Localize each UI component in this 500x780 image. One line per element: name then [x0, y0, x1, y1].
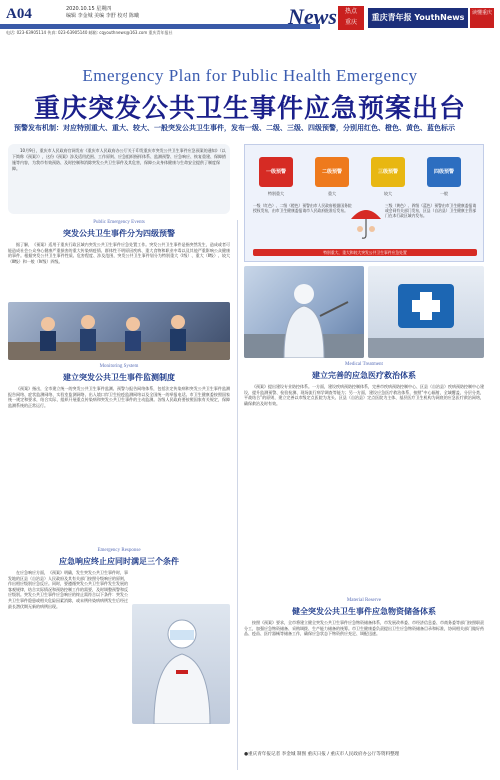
- section5-english: Material Reserve: [346, 598, 382, 603]
- footer-credit: ●重庆青年报记者 李金城 制图 重庆日报 / 重庆市人民政府办公厅等资料整理: [244, 752, 400, 757]
- level2-label: 重大: [328, 191, 336, 196]
- page-header: [0, 0, 500, 62]
- intro-text: 10月9日，重庆市人民政府官网发布《重庆市人民政府办公厅关于印发重庆市突发公共卫生事件应急预案的通知》（以下简称《预案》），这份《预案》涉及适用范围、工作原则、应急组织指挥体系、监测预警、应急响应、恢复重建、保障措施等内容，为我市有效预防、及时控制和消除突发公共卫生事件及其危害，保障公众身体健康与生命安全提供了制度保障。: [12, 148, 226, 171]
- section4-heading: 建立完善的应急医疗救治体系: [312, 370, 416, 380]
- section4-body: 《预案》提出建设专业防控体系。一方面，建设疾病预防控制体系，完善市疾病预防控制中心、区县（自治县）疾病预防控制中心建设，提升监测预警、检验检测、现场流行病学调查等能力；另一方面，建设应急医疗救治体系，按照“中心辐射，全域覆盖，分层分类，平战结合”的原则，建立完善以市级定点医院为龙头、区县（自治县）定点医院为主体、基层医疗卫生机构为网底的应急医疗救治网络，确保救治及时有效。: [244, 384, 484, 406]
- umbrella-icon: [349, 201, 383, 241]
- officials-photo-art: [8, 302, 230, 360]
- editors-line: 编辑 李金城 美编 李舒 校对 陈曦: [66, 13, 139, 19]
- panel-banner: 特别重大、重大和较大突发公共卫生事件应急处置: [253, 249, 477, 256]
- contact-line: 电话: 023-63905114 传真: 023-63905140 邮箱: cqyouthnews@163.com 重庆青年报社: [6, 30, 173, 35]
- section-badge-bottom: 重庆: [344, 19, 357, 26]
- level4-label: 一般: [440, 191, 448, 196]
- section2-heading: 建立突发公共卫生事件监测制度: [63, 372, 175, 382]
- level3-label: 较大: [384, 191, 392, 196]
- panel-text-left: 一级（红色）、二级（橙色）预警由市人民政府根据国务院授权发布，由市卫生健康委报请市人民政府批准后发布。: [253, 203, 352, 214]
- english-headline: Emergency Plan for Public Health Emergency: [82, 66, 418, 85]
- section1-body: 据了解，《预案》适用于重庆行政区域内突发公共卫生事件应急处置工作。突发公共卫生事件是指突然发生，造成或者可能造成社会公众身心健康严重损害的重大传染病疫情、群体性不明原因疾病、重大食物和职业中毒以及其他严重影响公众健康的事件。根据突发公共卫生事件性质、危害程度、涉及范围，突发公共卫生事件划分为特别重大（Ⅰ级）、重大（Ⅱ级）、较大（Ⅲ级）和一般（Ⅳ级）四级。: [8, 242, 230, 264]
- section-badge: [338, 6, 364, 30]
- page-number: A04: [6, 6, 32, 22]
- panel-text-right: 三级（黄色）、四级（蓝色）预警由市卫生健康委报请或会同有关部门发布，区县（自治县）卫生健康主管部门在本行政区域内发布。: [385, 203, 477, 219]
- hospital-photo-art: [368, 266, 484, 358]
- intro-box: [8, 144, 230, 214]
- section1-english: Public Emergency Events: [93, 220, 145, 225]
- officials-photo: [8, 302, 230, 360]
- section3-body: 在应急响应方面，《预案》明确，发生突发公共卫生事件时，事发地的区县（自治县）人民政府及其有关部门按照分级响应的原则，作出相应级别应急反应。同时，要遵循突发公共卫生事件发生发展的客观规律，结合实际情况和预防控制工作的需要，及时调整预警和反应级别。突发公共卫生事件应急响应的终止需符合以下条件：突发公共卫生事件隐患或相关危险因素消除，或末例传染病病例发生后经过最长潜伏期无新的病例出现。: [8, 570, 128, 609]
- level1-label: 特别重大: [268, 191, 284, 196]
- section4-english: Medical Treatment: [345, 362, 383, 367]
- headline-subtitle: 预警发布机制：对应特别重大、重大、较大、一般突发公共卫生事件，发布一级、二级、三级、四级预警，分别用红色、橙色、黄色、蓝色标示: [14, 123, 455, 132]
- alert-level-infographic: [244, 144, 484, 262]
- header-meta: [66, 6, 139, 20]
- disinfection-photo-art: [244, 266, 364, 358]
- chinese-headline: 重庆突发公共卫生事件应急预案出台: [33, 94, 466, 124]
- section5-heading: 健全突发公共卫生事件应急物资储备体系: [292, 606, 436, 616]
- section1-heading: 突发公共卫生事件分为四级预警: [63, 228, 175, 238]
- level2-box: 二级预警: [315, 157, 349, 187]
- medical-worker-art: [132, 604, 230, 724]
- section2-english: Monitoring System: [99, 364, 139, 369]
- publication-logo: 重庆青年报 YouthNews: [368, 8, 468, 28]
- level4-box: 四级预警: [427, 157, 461, 187]
- hospital-photo: [368, 266, 484, 358]
- column-divider: [237, 220, 238, 770]
- disinfection-photo: [244, 266, 364, 358]
- section5-body: 按照《预案》要求，全市将建立健全突发公共卫生事件应急物资储备体系，市发展改革委、市经济信息委、市商务委等部门按照职责分工，加强应急物资储备、采购调拨、生产能力储备的统筹。市卫生健康委负责提出卫生应急物资储备目录和标准，协同相关部门做好药品、疫苗、医疗器械等储备工作，确保应急状态下物资供应充足、调配迅速。: [244, 620, 484, 637]
- section-badge-top: 热点: [344, 8, 357, 15]
- header-rule: [0, 24, 320, 29]
- section3-heading: 应急响应终止应同时满足三个条件: [59, 556, 179, 566]
- section2-body: 《预案》指出，全市建立统一的突发公共卫生事件监测、预警与报告网络体系，包括法定传染病和突发公共卫生事件监测报告网络、症状监测网络、实验室监测网络、出入境口岸卫生检疫监测网络以及全国统一的举报电话。市卫生健康委按照国家统一规定和要求，结合实际，组织开展重点传染病和突发公共卫生事件的主动监测。各级人民政府要按照国家有关规定，保障监测系统的正常运行。: [8, 386, 230, 408]
- level1-box: 一级预警: [259, 157, 293, 187]
- section3-english: Emergency Response: [97, 548, 141, 553]
- issue-date: 2020.10.15 星期四: [66, 6, 112, 12]
- publication-logo-red: 读懂重庆: [470, 8, 494, 28]
- news-masthead: News: [288, 4, 337, 29]
- level3-box: 三级预警: [371, 157, 405, 187]
- medical-worker-photo: [132, 604, 230, 724]
